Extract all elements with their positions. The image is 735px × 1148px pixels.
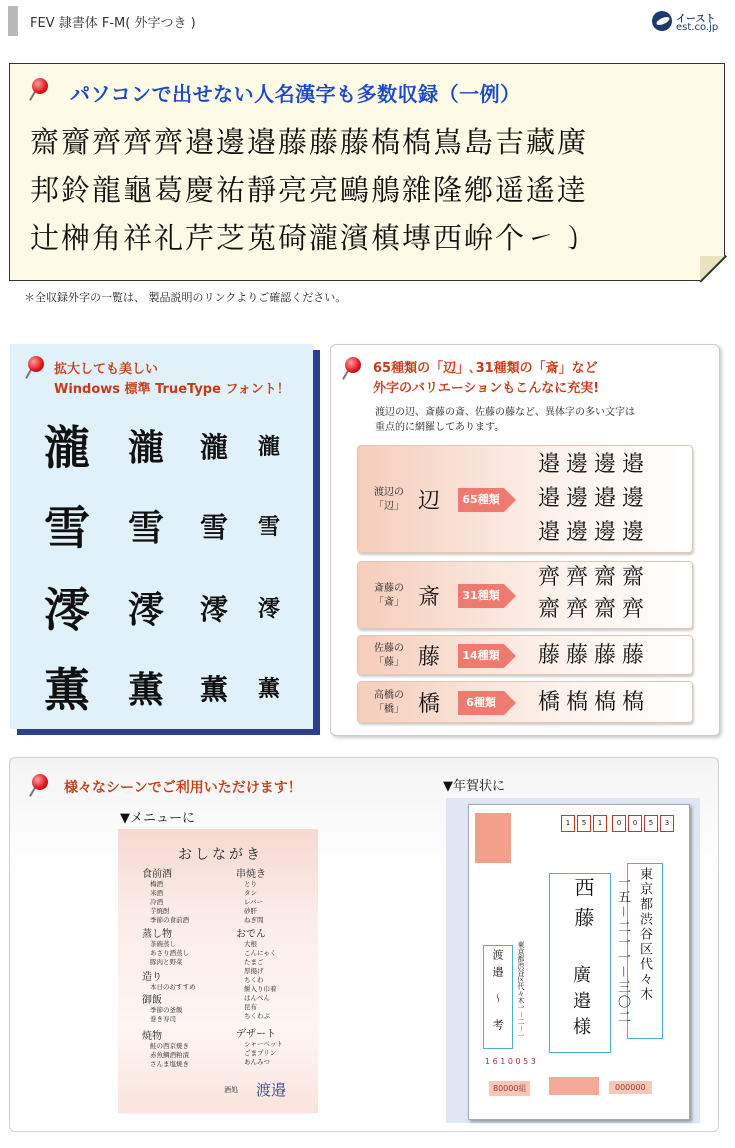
variant-base-char: 橋 [418,692,441,717]
scaling-panel [10,344,313,729]
variant-glyph-row: 邉邊邊邉 [538,452,651,477]
menu-section-head: 造り [142,972,162,983]
pushpin-icon [32,78,50,100]
variant-glyph-row: 邉邊邉邊 [538,486,651,511]
variant-label-line1: 高橋の [374,690,404,701]
kanji-line-3: 辻榊角祥礼芹芝莵碕瀧濱槙塼西峅个㇀㇁ [30,221,589,255]
menu-item: シャーベット [244,1040,283,1048]
menu-section [236,869,266,925]
kanji-sample-banner [9,63,725,281]
variant-count-arrow [458,644,518,668]
menu-section [142,972,196,992]
variant-box-saito [357,561,693,629]
menu-section-head: 焼物 [142,1031,162,1042]
card-decoration [549,1077,599,1095]
menu-item: レバー [244,898,264,906]
menu-sign-name: 渡邉 [256,1081,287,1099]
glyph-l: 瀧 [128,427,165,469]
variant-glyph-row: 邉邊邊邊 [538,520,651,545]
menu-item: 季節の釜飯 [150,1006,183,1014]
zip-digit: 0 [628,815,642,832]
variant-glyphs [538,686,650,720]
variant-glyph-row: 齋齊齋齊 [538,597,651,622]
glyph-l: 澪 [128,589,165,631]
variant-base-char: 藤 [418,645,441,670]
banner-title: パソコンで出せない人名漢字も多数収録（一例） [70,82,521,106]
glyph-s: 薫 [258,676,281,702]
variants-desc-line1: 渡辺の辺、斎藤の斎、佐藤の藤など、異体字の多い文字は [375,407,635,418]
variant-label-line2: 「橋」 [374,704,404,715]
variant-count: 14種類 [458,644,504,668]
menu-item: 豚肉と野菜 [150,958,183,966]
glyph-xl: 雪 [44,501,90,555]
variant-count: 6種類 [458,691,504,715]
variant-count-arrow [458,691,518,715]
variant-base-char: 辺 [418,489,441,514]
menu-section-head: 食前酒 [142,869,172,880]
new-year-card [468,804,690,1120]
glyph-m: 瀧 [200,431,229,464]
zip-digit: 3 [660,815,674,832]
variants-title-line2: 外字のバリエーションもこんなに充実! [373,381,600,396]
menu-sample [118,829,318,1113]
new-year-card-label: ▼年賀状に [443,779,505,794]
scaling-row-4 [10,654,313,724]
glyph-s: 瀧 [258,434,281,460]
variant-label [374,486,404,514]
page-header [0,0,735,40]
menu-section [142,929,189,967]
menu-item: 季節の食前酒 [150,916,189,924]
variants-panel [330,344,720,736]
menu-item: たまご [244,958,264,966]
menu-item: タン [244,889,257,897]
scaling-row-1 [10,412,313,482]
variants-title-line1: 65種類の「辺」､31種類の「斎」など [373,361,598,376]
menu-item: 砂肝 [244,907,257,915]
variant-label-line1: 佐藤の [374,643,404,654]
logo-text-top: イースト [676,14,716,25]
glyph-xl: 澪 [44,583,90,637]
variant-box-takahashi [357,681,693,723]
menu-item: 芋焼酎 [150,907,170,915]
est-logo-icon [652,11,672,31]
menu-title: おしながき [178,847,263,863]
zip-digit: 0 [612,815,626,832]
menu-item: 茶碗蒸し [150,940,176,948]
menu-section-head: デザート [236,1029,276,1040]
page-title: FEV 隷書体 F-M( 外字つき ) [30,16,196,31]
recipient-name-line2: 廣邉様 [570,965,591,1043]
menu-section [142,869,189,925]
glyph-xl: 瀧 [44,421,90,475]
menu-item: はんぺん [244,994,270,1002]
variant-glyph-row: 橋槗槗槗 [538,690,651,715]
variant-glyphs [538,639,650,673]
recipient-address-line1: 東京都渋谷区代々木 [637,867,652,1002]
variant-base-char: 斎 [418,585,441,610]
glyph-m: 薫 [200,673,229,706]
menu-item: 梅酒 [150,880,163,888]
menu-section [142,995,183,1024]
variant-glyph-row: 齊齊齋齋 [538,565,651,590]
menu-section-head: おでん [236,929,266,940]
logo-text-bottom: est.co.jp [676,22,719,33]
menu-item: あさり酒蒸し [150,949,189,957]
variant-box-sato [357,635,693,675]
glyph-s: 澪 [258,596,281,622]
pushpin-icon [32,774,50,796]
usage-scenes-panel [9,757,719,1132]
variant-label-line2: 「斎」 [374,597,404,608]
variants-description [375,405,635,435]
variant-label-line1: 渡辺の [374,487,404,498]
page-fold-corner [700,256,726,282]
menu-item: 米酒 [150,889,163,897]
menu-item: ちくわぶ [244,1012,270,1020]
sender-zip: 1 6 1 0 0 5 3 [485,1057,536,1066]
menu-item: 赤魚鯛酒粕漬 [150,1051,189,1059]
menu-item: 鮭の西京焼き [150,1042,189,1050]
variant-label [374,689,404,717]
est-logo[interactable] [652,10,722,36]
zip-digit: 5 [577,815,591,832]
menu-section [236,1029,283,1067]
kanji-line-2: 邦鈴龍龜葛慶祐靜亮亮鷗鵃雜隆鄕遥遙逹 [30,173,589,207]
menu-item: こんにゃく [244,949,277,957]
variant-box-watanabe [357,445,693,553]
glyph-s: 雪 [258,514,281,540]
header-accent-bar [8,6,18,36]
variant-count-arrow [458,584,518,608]
variant-count-arrow [458,488,518,512]
menu-item: 餅入り巾着 [244,985,277,993]
variant-label [374,582,404,610]
menu-item: ごまプリン [244,1049,277,1057]
lottery-number: 000000 [609,1081,652,1094]
menu-section [236,929,277,1021]
menu-item: 昆布 [244,1003,257,1011]
menu-item: 冷酒 [150,898,163,906]
menu-item: とり [244,880,257,888]
menu-section [142,1031,189,1069]
menu-item: ねぎ間 [244,916,264,924]
kanji-line-1: 齋齎齊齊齊邉邊邉藤藤藤槗槗嶌島吉藏廣 [30,125,589,159]
recipient-name-line1: 西藤 [571,877,595,937]
menu-item: 厚揚げ [244,967,264,975]
menu-item: ちくわ [244,976,264,984]
pushpin-icon [345,357,363,379]
stamp-icon [475,813,511,863]
menu-item: さんま塩焼き [150,1060,189,1068]
menu-section-head: 蒸し物 [142,929,172,940]
usage-title: 様々なシーンでご利用いただけます！ [64,780,302,796]
scaling-title-line1: 拡大しても美しい [54,362,159,377]
variant-glyphs [538,448,650,550]
glyph-list-note: ＊全収録外字の一覧は、 製品説明のリンクよりご確認ください。 [24,291,347,304]
menu-item: 巻き寿司 [150,1015,176,1023]
variant-label [374,642,404,670]
variants-desc-line2: 重点的に網羅してあります。 [375,422,505,433]
scaling-row-3 [10,574,313,644]
glyph-l: 薫 [128,669,165,711]
zip-digit: 1 [593,815,607,832]
glyph-l: 雪 [128,507,165,549]
menu-item: あんみつ [244,1058,270,1066]
glyph-m: 雪 [200,511,229,544]
glyph-xl: 薫 [44,663,90,717]
zip-digit: 5 [644,815,658,832]
menu-section-head: 御飯 [142,995,162,1006]
variant-label-line2: 「藤」 [374,657,404,668]
lottery-group-code: 80000組 [489,1081,530,1096]
sender-name: 渡邉 ～ 考 [491,949,504,1036]
menu-item: 大根 [244,940,257,948]
recipient-address-line2: 一五－二一一－三〇二 [615,875,630,1026]
glyph-m: 澪 [200,593,229,626]
variant-count: 65種類 [458,488,504,512]
pushpin-icon [28,356,46,378]
sender-address: 東京都渋谷区代々木一－二－一 [517,941,525,1039]
menu-section-head: 串焼き [236,869,266,880]
zip-digit: 1 [561,815,575,832]
scaling-title-line2: Windows 標準 TrueType フォント！ [54,382,290,397]
menu-label: ▼メニューに [120,811,195,826]
menu-sign-label: 酒処 [224,1086,238,1094]
variant-count: 31種類 [458,584,504,608]
variant-label-line1: 斎藤の [374,583,404,594]
variant-glyph-row: 藤藤藤藤 [538,643,651,668]
scaling-row-2 [10,492,313,562]
variant-glyphs [538,562,650,626]
variant-label-line2: 「辺」 [374,501,404,512]
menu-item: 本日のおすすめ [150,983,196,991]
